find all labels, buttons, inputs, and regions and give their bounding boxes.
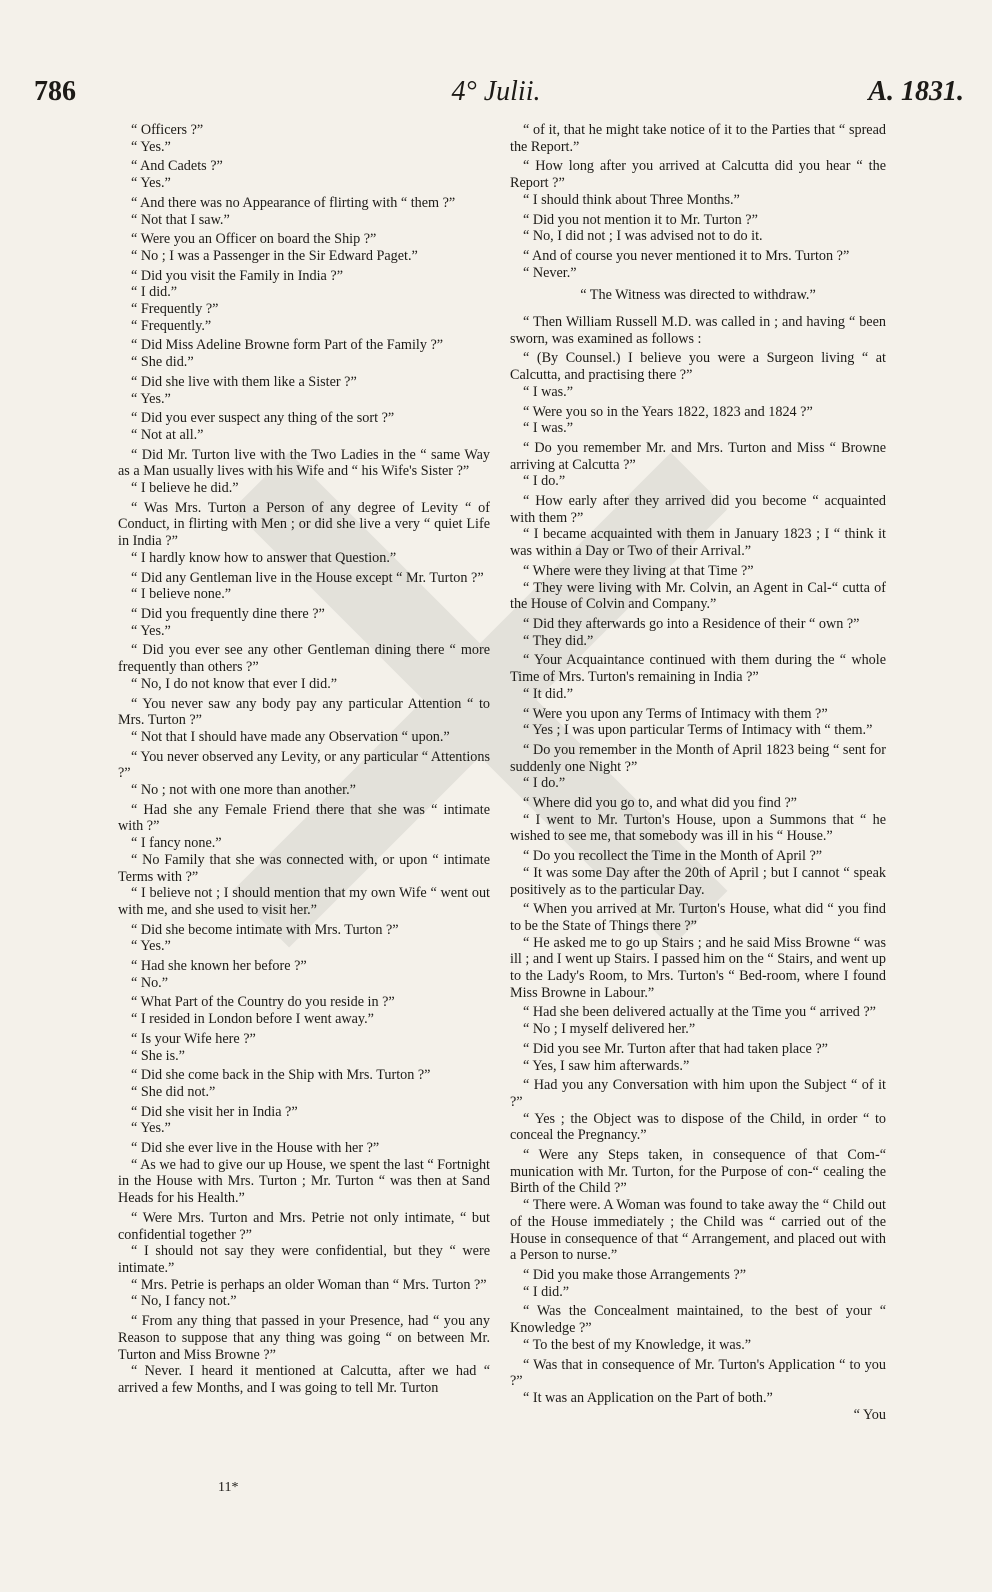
testimony-paragraph: “ They did.”	[523, 632, 594, 649]
testimony-paragraph: “ Officers ?”	[131, 122, 204, 138]
testimony-paragraph: “ Where did you go to, and what did you find ?”	[523, 795, 797, 812]
testimony-paragraph: “ Were you an Officer on board the Ship ?”	[131, 231, 377, 248]
testimony-paragraph: “ Did you visit the Family in India ?”	[131, 267, 343, 284]
page-number: 786	[34, 76, 76, 107]
testimony-paragraph: “ No Family that she was connected with, or upon “ intimate Terms with ?”	[118, 851, 490, 885]
testimony-paragraph: “ Not that I should have made any Observation “ upon.”	[131, 728, 450, 745]
testimony-paragraph: “ Yes.”	[131, 622, 171, 639]
testimony-paragraph: “ I became acquainted with them in January 1823 ; I “ think it was within a Day or Two of their Arrival.”	[510, 526, 886, 560]
testimony-paragraph: “ Did you make those Arrangements ?”	[523, 1267, 746, 1283]
testimony-paragraph: “ I resided in London before I went away.”	[131, 1011, 374, 1028]
testimony-paragraph: “ And of course you never mentioned it to Mrs. Turton ?”	[523, 247, 850, 264]
testimony-paragraph: “ It was an Application on the Part of both.”	[523, 1389, 773, 1406]
page-header	[0, 0, 992, 116]
testimony-paragraph: “ When you arrived at Mr. Turton's House, what did “ you find to be the State of Things there ?”	[510, 901, 886, 934]
testimony-paragraph: “ Had she any Female Friend there that she was “ intimate with ?”	[118, 801, 490, 835]
testimony-paragraph: “ Did you see Mr. Turton after that had taken place ?”	[523, 1040, 828, 1057]
testimony-paragraph: “ I did.”	[131, 284, 178, 301]
testimony-paragraph: “ I was.”	[523, 420, 574, 437]
testimony-paragraph: “ Frequently ?”	[131, 301, 219, 318]
testimony-paragraph: “ Yes ; I was upon particular Terms of Intimacy with “ them.”	[523, 722, 873, 739]
testimony-paragraph: “ Then William Russell M.D. was called in ; and having “ been sworn, was examined as follows :	[510, 314, 886, 347]
testimony-paragraph: “ She did.”	[131, 354, 194, 371]
testimony-paragraph: “ I believe he did.”	[131, 480, 239, 497]
testimony-paragraph: “ Yes.”	[131, 390, 171, 407]
testimony-paragraph: “ No, I fancy not.”	[131, 1293, 237, 1310]
testimony-paragraph: “ Did she come back in the Ship with Mrs. Turton ?”	[131, 1067, 431, 1084]
testimony-paragraph: “ Yes.”	[131, 938, 171, 955]
testimony-paragraph: “ I should not say they were confidential, but they “ were intimate.”	[118, 1243, 490, 1276]
testimony-paragraph: “ Do you recollect the Time in the Month of April ?”	[523, 848, 823, 865]
testimony-paragraph: “ Did Mr. Turton live with the Two Ladies in the “ same Way as a Man usually lives with his Wife and “ his Wife's Sister ?”	[118, 446, 490, 480]
testimony-paragraph: “ Did she visit her in India ?”	[131, 1103, 298, 1120]
testimony-paragraph: “ I believe not ; I should mention that my own Wife “ went out with me, and she used to visit her.”	[118, 885, 490, 918]
testimony-paragraph: “ Never. I heard it mentioned at Calcutta, after we had “ arrived a few Months, and I was going to tell Mr. Turton	[118, 1363, 490, 1396]
testimony-paragraph: “ Was Mrs. Turton a Person of any degree of Levity “ of Conduct, in flirting with Men ; or did she live a very “ quiet Life in India ?”	[118, 499, 490, 550]
testimony-paragraph: “ From any thing that passed in your Presence, had “ you any Reason to suppose that any thing was going “ on between Mr. Turton and Miss Browne ?”	[118, 1313, 490, 1363]
testimony-paragraph: “ of it, that he might take notice of it to the Parties that “ spread the Report.”	[510, 122, 886, 155]
testimony-paragraph: “ Did she ever live in the House with her ?”	[131, 1140, 380, 1157]
testimony-paragraph: “ The Witness was directed to withdraw.”	[580, 287, 816, 304]
testimony-paragraph: “ Were you so in the Years 1822, 1823 and 1824 ?”	[523, 403, 813, 420]
testimony-paragraph: “ Did you not mention it to Mr. Turton ?”	[523, 211, 758, 228]
testimony-paragraph: “ (By Counsel.) I believe you were a Surgeon living “ at Calcutta, and practising there ?”	[510, 350, 886, 384]
testimony-paragraph: “ Did she become intimate with Mrs. Turton ?”	[131, 921, 399, 938]
running-year: A. 1831.	[868, 76, 964, 107]
testimony-paragraph: “ Your Acquaintance continued with them during the “ whole Time of Mrs. Turton's remaining in India ?”	[510, 652, 886, 686]
testimony-paragraph: “ Did you frequently dine there ?”	[131, 605, 325, 622]
testimony-paragraph: “ Did you ever see any other Gentleman dining there “ more frequently than others ?”	[118, 642, 490, 676]
testimony-paragraph: “ I do.”	[523, 473, 566, 490]
signature-mark: 11*	[218, 1480, 239, 1495]
testimony-paragraph: “ He asked me to go up Stairs ; and he said Miss Browne “ was ill ; and I went up Stairs. I passed him on the “ Stairs, and went up to the Lady's Room, to Mrs. Turton's “ Bed-room, where I found Miss Browne in Labour.”	[510, 934, 886, 1001]
testimony-paragraph: “ Yes.”	[131, 1120, 171, 1137]
testimony-paragraph: “ And Cadets ?”	[131, 158, 223, 175]
testimony-paragraph: “ Yes ; the Object was to dispose of the Child, in order “ to conceal the Pregnancy.”	[510, 1110, 886, 1144]
testimony-paragraph: “ Is your Wife here ?”	[131, 1030, 256, 1047]
testimony-paragraph: “ Frequently.”	[131, 317, 212, 334]
testimony-paragraph: “ Were you upon any Terms of Intimacy with them ?”	[523, 705, 828, 722]
testimony-paragraph: “ Did they afterwards go into a Residence of their “ own ?”	[523, 615, 860, 632]
testimony-paragraph: “ Never.”	[523, 264, 577, 281]
testimony-paragraph: “ Had you any Conversation with him upon the Subject “ of it ?”	[510, 1077, 886, 1110]
left-column	[118, 122, 490, 1397]
testimony-paragraph: “ I hardly know how to answer that Question.”	[131, 549, 397, 566]
testimony-paragraph: “ No ; not with one more than another.”	[131, 782, 356, 799]
testimony-paragraph: “ What Part of the Country do you reside in ?”	[131, 994, 395, 1011]
testimony-paragraph: “ Did you ever suspect any thing of the sort ?”	[131, 410, 395, 427]
testimony-paragraph: “ It was some Day after the 20th of April ; but I cannot “ speak positively as to the particular Day.	[510, 864, 886, 898]
testimony-paragraph: “ Did she live with them like a Sister ?”	[131, 373, 357, 390]
testimony-paragraph: “ Was that in consequence of Mr. Turton's Application “ to you ?”	[510, 1356, 886, 1390]
testimony-paragraph: “ You	[853, 1406, 886, 1423]
testimony-paragraph: “ She is.”	[131, 1047, 185, 1064]
testimony-paragraph: “ No ; I was a Passenger in the Sir Edward Paget.”	[131, 247, 418, 264]
testimony-paragraph: “ Not that I saw.”	[131, 211, 230, 228]
testimony-paragraph: “ No ; I myself delivered her.”	[523, 1021, 696, 1038]
testimony-paragraph: “ Mrs. Petrie is perhaps an older Woman than “ Mrs. Turton ?”	[131, 1276, 487, 1293]
testimony-paragraph: “ There were. A Woman was found to take away the “ Child out of the House immediately ; the Child was “ carried out of the House in consequence of that “ Arrangement, and placed out with a Person to nurse.”	[510, 1197, 886, 1264]
right-column	[510, 122, 886, 1423]
testimony-paragraph: “ Do you remember Mr. and Mrs. Turton and Miss “ Browne arriving at Calcutta ?”	[510, 439, 886, 473]
testimony-paragraph: “ You never saw any body pay any particular Attention “ to Mrs. Turton ?”	[118, 695, 490, 729]
testimony-paragraph: “ Yes.”	[131, 175, 171, 192]
testimony-paragraph: “ Was the Concealment maintained, to the best of your “ Knowledge ?”	[510, 1303, 886, 1337]
testimony-paragraph: “ Where were they living at that Time ?”	[523, 562, 754, 579]
testimony-paragraph: “ As we had to give our up House, we spent the last “ Fortnight in the House with Mrs. Turton ; Mr. Turton “ was then at Sand Heads for his Health.”	[118, 1156, 490, 1207]
testimony-paragraph: “ Were any Steps taken, in consequence of that Com-“ munication with Mr. Turton, for the Purpose of con-“ cealing the Birth of the Child ?”	[510, 1147, 886, 1197]
testimony-paragraph: “ Had she known her before ?”	[131, 958, 307, 975]
testimony-paragraph: “ You never observed any Levity, or any particular “ Attentions ?”	[118, 748, 490, 782]
testimony-paragraph: “ They were living with Mr. Colvin, an Agent in Cal-“ cutta of the House of Colvin and Company.”	[510, 579, 886, 613]
testimony-paragraph: “ I believe none.”	[131, 586, 232, 603]
testimony-paragraph: “ I fancy none.”	[131, 835, 222, 852]
testimony-paragraph: “ She did not.”	[131, 1083, 216, 1100]
testimony-paragraph: “ Were Mrs. Turton and Mrs. Petrie not only intimate, “ but confidential together ?”	[118, 1209, 490, 1243]
testimony-paragraph: “ Did Miss Adeline Browne form Part of the Family ?”	[131, 337, 444, 354]
testimony-paragraph: “ No.”	[131, 974, 169, 991]
testimony-paragraph: “ No, I did not ; I was advised not to do it.	[523, 228, 763, 245]
testimony-paragraph: “ To the best of my Knowledge, it was.”	[523, 1336, 752, 1353]
testimony-paragraph: “ Had she been delivered actually at the Time you “ arrived ?”	[523, 1004, 876, 1021]
testimony-paragraph: “ Yes.”	[131, 138, 171, 155]
running-date: 4° Julii.	[451, 76, 541, 107]
testimony-paragraph: “ And there was no Appearance of flirting with “ them ?”	[131, 194, 456, 211]
testimony-paragraph: “ It did.”	[523, 685, 574, 702]
testimony-paragraph: “ Did any Gentleman live in the House except “ Mr. Turton ?”	[131, 569, 484, 586]
testimony-paragraph: “ I do.”	[523, 775, 566, 792]
testimony-paragraph: “ I should think about Three Months.”	[523, 191, 740, 208]
testimony-paragraph: “ I did.”	[523, 1283, 570, 1300]
testimony-paragraph: “ I was.”	[523, 383, 574, 400]
testimony-paragraph: “ I went to Mr. Turton's House, upon a Summons that “ he wished to see me, that somebody was ill in his “ House.”	[510, 811, 886, 845]
testimony-paragraph: “ How early after they arrived did you become “ acquainted with them ?”	[510, 493, 886, 526]
testimony-paragraph: “ No, I do not know that ever I did.”	[131, 675, 338, 692]
testimony-paragraph: “ How long after you arrived at Calcutta did you hear “ the Report ?”	[510, 158, 886, 192]
testimony-paragraph: “ Do you remember in the Month of April 1823 being “ sent for suddenly one Night ?”	[510, 741, 886, 775]
testimony-paragraph: “ Yes, I saw him afterwards.”	[523, 1057, 690, 1074]
testimony-paragraph: “ Not at all.”	[131, 426, 204, 443]
